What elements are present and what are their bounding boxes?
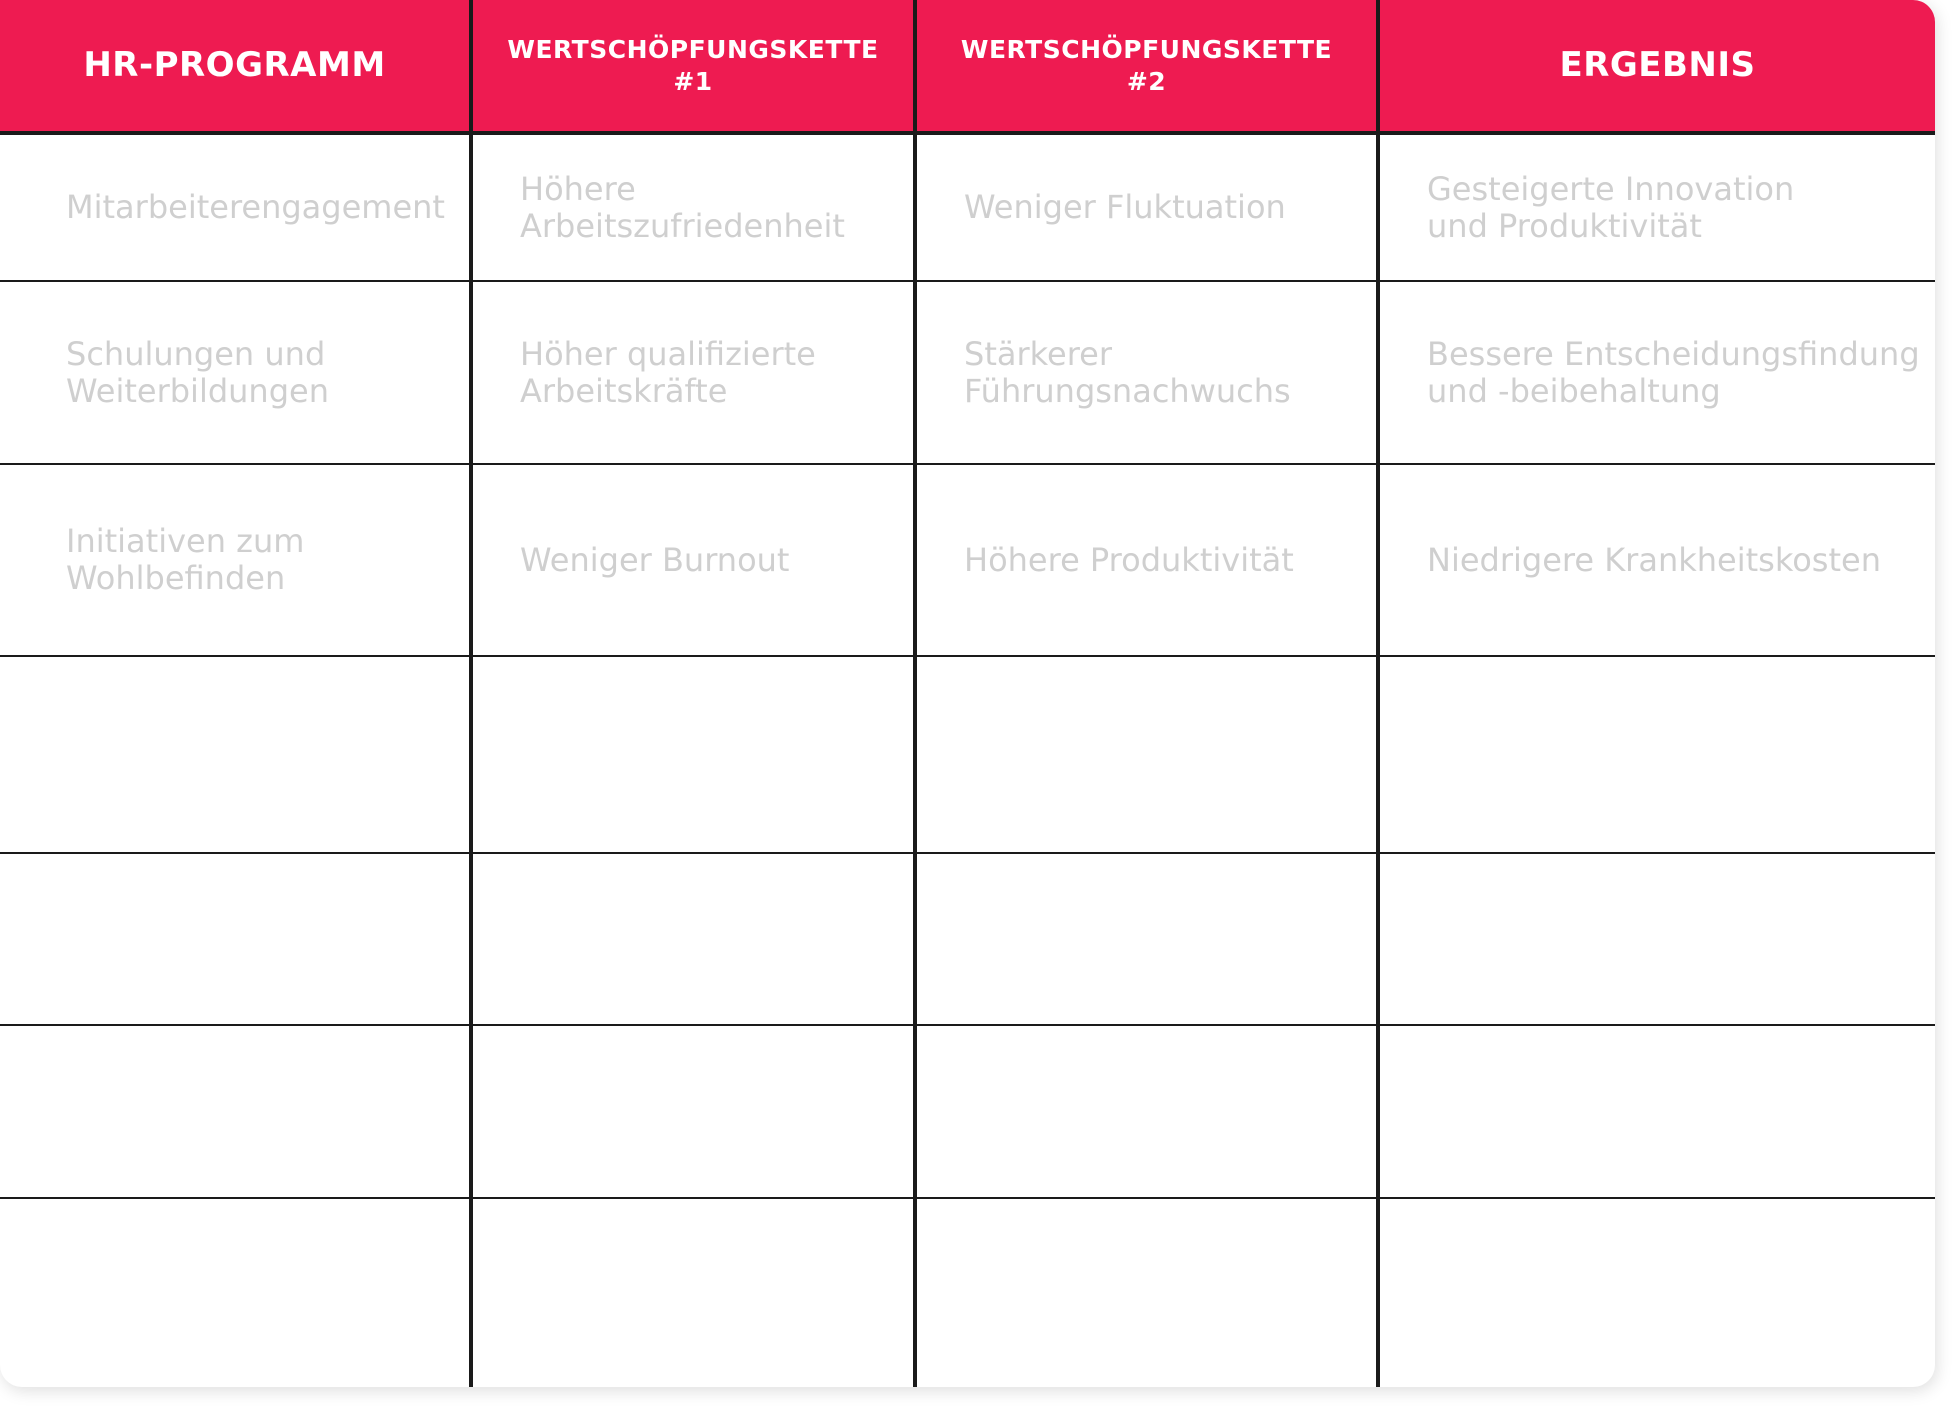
cell-program: Schulungen und Weiterbildungen xyxy=(0,281,471,464)
cell-program: Initiativen zum Wohlbefinden xyxy=(0,464,471,656)
empty-cell xyxy=(471,853,915,1025)
empty-table-row xyxy=(0,1198,1935,1387)
empty-table-row xyxy=(0,853,1935,1025)
table-row xyxy=(0,133,1935,281)
empty-cell xyxy=(915,1198,1378,1387)
cell-program: Mitarbeiterengagement xyxy=(66,188,445,226)
empty-cell xyxy=(471,656,915,853)
table-row xyxy=(0,281,1935,464)
cell-chain-2: Stärkerer Führungsnachwuchs xyxy=(915,281,1378,464)
header-wertschoepfungskette-1: WERTSCHÖPFUNGSKETTE #1 xyxy=(471,0,915,133)
empty-cell xyxy=(915,1025,1378,1198)
empty-cell xyxy=(0,1198,471,1387)
cell-chain-1: Weniger Burnout xyxy=(471,464,915,656)
cell-chain-2: Weniger Fluktuation xyxy=(915,133,1378,281)
table-header-row xyxy=(0,0,1935,133)
cell-result: Niedrigere Krankheitskosten xyxy=(1378,464,1935,656)
cell-result: Bessere Entscheidungsfindung und -beibehaltung xyxy=(1378,281,1935,464)
header-ergebnis: ERGEBNIS xyxy=(1378,0,1935,133)
empty-cell xyxy=(0,656,471,853)
empty-table-row xyxy=(0,1025,1935,1198)
table-row xyxy=(0,464,1935,656)
empty-cell xyxy=(915,656,1378,853)
cell-result: Gesteigerte Innovation und Produktivität xyxy=(1378,133,1935,281)
empty-cell xyxy=(1378,656,1935,853)
cell-chain-1: Höhere Arbeitszufriedenheit xyxy=(471,133,915,281)
empty-cell xyxy=(915,853,1378,1025)
empty-cell xyxy=(471,1198,915,1387)
cell-chain-1: Höher qualifizierte Arbeitskräfte xyxy=(471,281,915,464)
empty-cell xyxy=(1378,1025,1935,1198)
empty-table-row xyxy=(0,656,1935,853)
header-hr-programm: HR-PROGRAMM xyxy=(0,0,471,133)
empty-cell xyxy=(0,853,471,1025)
header-wertschoepfungskette-2: WERTSCHÖPFUNGSKETTE #2 xyxy=(915,0,1378,133)
empty-cell xyxy=(1378,1198,1935,1387)
empty-cell xyxy=(0,1025,471,1198)
empty-cell xyxy=(1378,853,1935,1025)
cell-chain-2: Höhere Produktivität xyxy=(915,464,1378,656)
empty-cell xyxy=(471,1025,915,1198)
